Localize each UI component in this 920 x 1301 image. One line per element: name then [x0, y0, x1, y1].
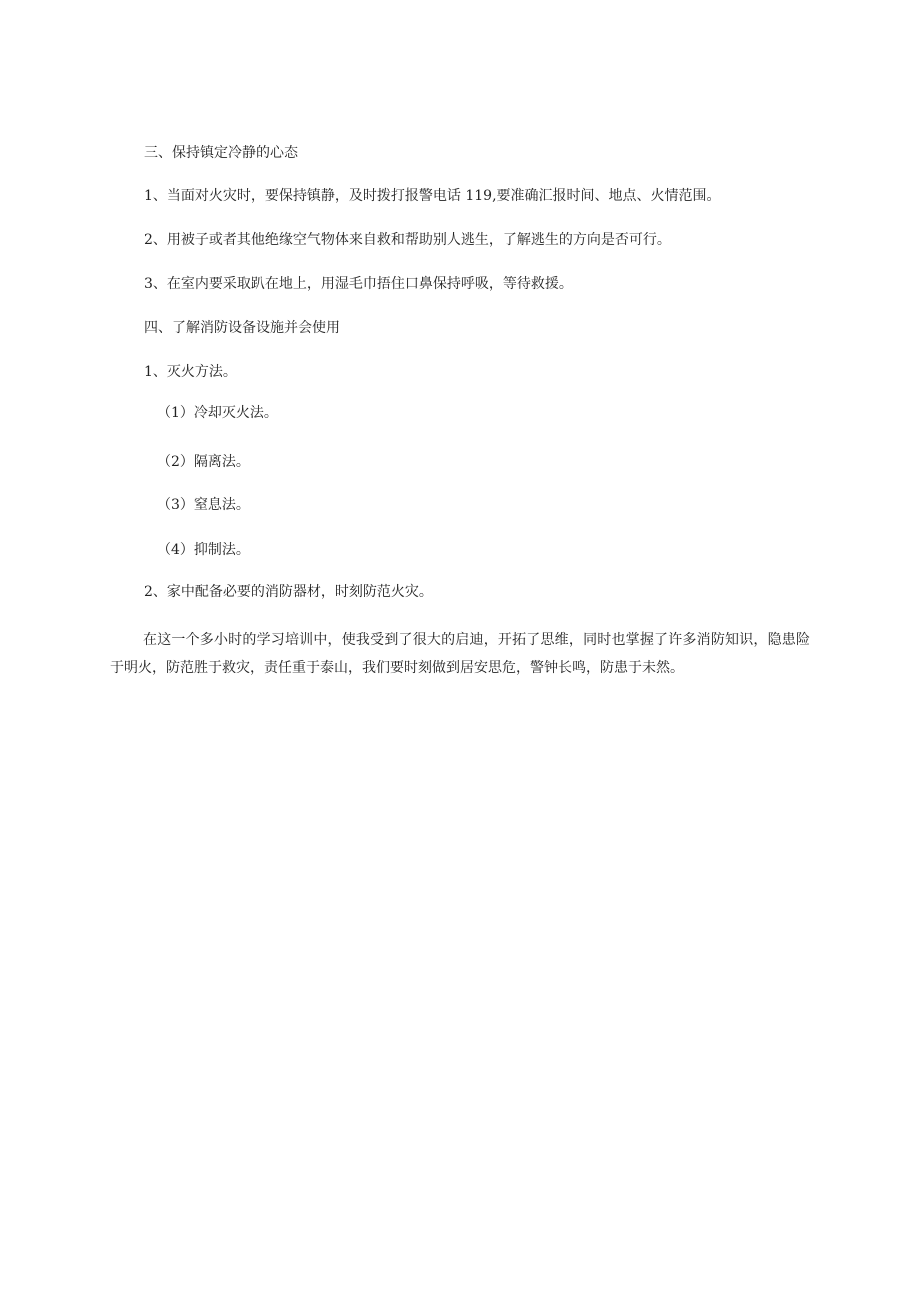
method-item-1: （1）冷却灭火法。	[157, 405, 278, 421]
section3-item-2: 2、用被子或者其他绝缘空气物体来自救和帮助别人逃生，了解逃生的方向是否可行。	[144, 232, 671, 248]
section4-item-2: 2、家中配备必要的消防器材，时刻防范火灾。	[144, 584, 433, 600]
section3-item-3: 3、在室内要采取趴在地上，用湿毛巾捂住口鼻保持呼吸，等待救援。	[144, 276, 573, 292]
section-heading-3: 三、保持镇定冷静的心态	[144, 145, 298, 161]
method-item-2: （2）隔离法。	[157, 454, 250, 470]
method-item-4: （4）抑制法。	[157, 542, 250, 558]
closing-paragraph: 在这一个多小时的学习培训中，使我受到了很大的启迪，开拓了思维，同时也掌握了许多消防知识，隐患险于明火，防范胜于救灾，责任重于泰山，我们要时刻做到居安思危，警钟长鸣，防患于未然。	[110, 632, 810, 676]
section4-item-1: 1、灭火方法。	[144, 364, 237, 380]
section3-item-1: 1、当面对火灾时，要保持镇静，及时拨打报警电话 119,要准确汇报时间、地点、火情范围。	[144, 188, 721, 204]
section-heading-4: 四、了解消防设备设施并会使用	[144, 320, 340, 336]
method-item-3: （3）窒息法。	[157, 497, 250, 513]
